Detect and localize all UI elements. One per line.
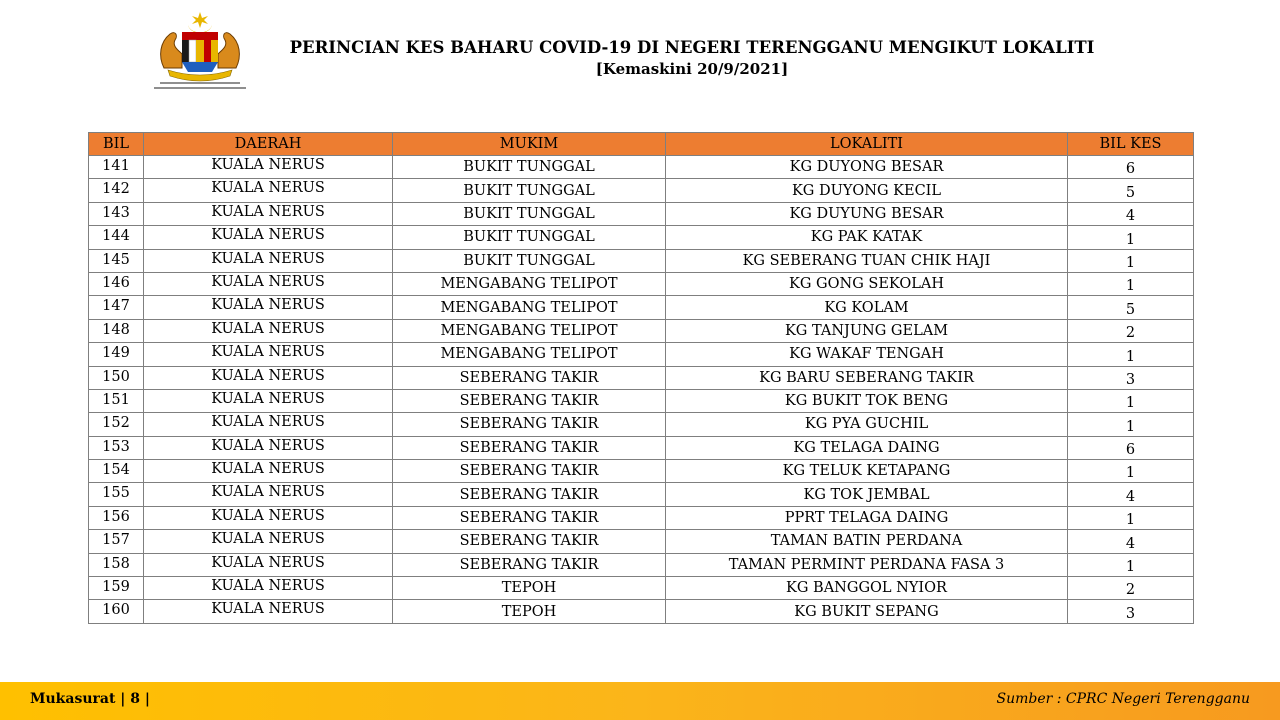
cell-daerah: KUALA NERUS [144,436,393,459]
cell-daerah: KUALA NERUS [144,553,393,576]
cell-mukim: SEBERANG TAKIR [393,366,666,389]
cell-daerah: KUALA NERUS [144,179,393,202]
cell-bil-kes: 1 [1068,343,1194,366]
cell-lokaliti: KG BARU SEBERANG TAKIR [666,366,1068,389]
table-row [89,460,1194,483]
cell-bil: 160 [89,600,144,623]
column-header-mukim: MUKIM [393,133,666,156]
cell-daerah: KUALA NERUS [144,483,393,506]
cell-bil: 153 [89,436,144,459]
title-block [262,38,1122,78]
cell-bil: 147 [89,296,144,319]
cases-table [88,132,1194,624]
cell-bil: 144 [89,226,144,249]
cell-mukim: SEBERANG TAKIR [393,483,666,506]
table-row [89,436,1194,459]
cell-bil: 152 [89,413,144,436]
cell-bil-kes: 6 [1068,156,1194,179]
cell-bil-kes: 5 [1068,296,1194,319]
cell-daerah: KUALA NERUS [144,272,393,295]
cell-bil-kes: 5 [1068,179,1194,202]
cell-lokaliti: KG TELUK KETAPANG [666,460,1068,483]
cell-daerah: KUALA NERUS [144,577,393,600]
cell-lokaliti: KG KOLAM [666,296,1068,319]
cell-lokaliti: KG BUKIT SEPANG [666,600,1068,623]
table-row [89,600,1194,623]
cell-daerah: KUALA NERUS [144,202,393,225]
table-row [89,483,1194,506]
table-row [89,366,1194,389]
cell-daerah: KUALA NERUS [144,530,393,553]
cell-daerah: KUALA NERUS [144,389,393,412]
cell-bil-kes: 1 [1068,553,1194,576]
table-row [89,553,1194,576]
table-row [89,202,1194,225]
cell-daerah: KUALA NERUS [144,249,393,272]
cell-mukim: SEBERANG TAKIR [393,553,666,576]
cell-mukim: SEBERANG TAKIR [393,413,666,436]
column-header-bil: BIL [89,133,144,156]
table-row [89,179,1194,202]
table-row [89,249,1194,272]
cell-daerah: KUALA NERUS [144,600,393,623]
cell-bil-kes: 2 [1068,319,1194,342]
cell-bil: 151 [89,389,144,412]
cell-bil: 142 [89,179,144,202]
table-row [89,272,1194,295]
cell-bil-kes: 1 [1068,460,1194,483]
footer-bar [0,682,1280,720]
cell-bil-kes: 6 [1068,436,1194,459]
cell-mukim: BUKIT TUNGGAL [393,249,666,272]
malaysia-coat-of-arms-icon [150,10,250,92]
cell-mukim: TEPOH [393,577,666,600]
cell-mukim: BUKIT TUNGGAL [393,202,666,225]
cell-mukim: MENGABANG TELIPOT [393,272,666,295]
cell-lokaliti: KG TANJUNG GELAM [666,319,1068,342]
cell-mukim: BUKIT TUNGGAL [393,226,666,249]
cell-lokaliti: KG PYA GUCHIL [666,413,1068,436]
cell-bil-kes: 1 [1068,389,1194,412]
table-row [89,577,1194,600]
cell-bil: 159 [89,577,144,600]
table-row [89,389,1194,412]
cell-bil-kes: 1 [1068,226,1194,249]
cell-lokaliti: KG DUYONG KECIL [666,179,1068,202]
cell-lokaliti: KG DUYONG BESAR [666,156,1068,179]
cell-lokaliti: KG BANGGOL NYIOR [666,577,1068,600]
cell-lokaliti: TAMAN BATIN PERDANA [666,530,1068,553]
cell-bil-kes: 1 [1068,249,1194,272]
cell-mukim: TEPOH [393,600,666,623]
page-title: PERINCIAN KES BAHARU COVID-19 DI NEGERI TERENGGANU MENGIKUT LOKALITI [289,38,1095,57]
cell-daerah: KUALA NERUS [144,319,393,342]
cell-bil: 155 [89,483,144,506]
table-row [89,296,1194,319]
cell-bil: 143 [89,202,144,225]
cell-bil: 141 [89,156,144,179]
cell-mukim: SEBERANG TAKIR [393,436,666,459]
page-number: Mukasurat | 8 | [30,691,150,707]
cell-bil: 157 [89,530,144,553]
cell-daerah: KUALA NERUS [144,413,393,436]
update-date: [Kemaskini 20/9/2021] [595,60,789,78]
cell-lokaliti: KG GONG SEKOLAH [666,272,1068,295]
cell-bil: 154 [89,460,144,483]
cell-mukim: SEBERANG TAKIR [393,389,666,412]
table-row [89,413,1194,436]
table-row [89,319,1194,342]
cell-bil: 146 [89,272,144,295]
table-row [89,343,1194,366]
table-row [89,226,1194,249]
cell-lokaliti: PPRT TELAGA DAING [666,506,1068,529]
cell-mukim: MENGABANG TELIPOT [393,296,666,319]
cell-lokaliti: KG WAKAF TENGAH [666,343,1068,366]
cell-mukim: SEBERANG TAKIR [393,530,666,553]
cell-bil: 156 [89,506,144,529]
cell-mukim: SEBERANG TAKIR [393,460,666,483]
cell-bil: 150 [89,366,144,389]
cell-lokaliti: KG TELAGA DAING [666,436,1068,459]
cell-daerah: KUALA NERUS [144,366,393,389]
cell-bil-kes: 3 [1068,366,1194,389]
cell-mukim: SEBERANG TAKIR [393,506,666,529]
cell-lokaliti: TAMAN PERMINT PERDANA FASA 3 [666,553,1068,576]
cell-daerah: KUALA NERUS [144,156,393,179]
cell-lokaliti: KG DUYUNG BESAR [666,202,1068,225]
cell-mukim: BUKIT TUNGGAL [393,179,666,202]
cell-bil: 148 [89,319,144,342]
cell-bil: 145 [89,249,144,272]
cell-bil-kes: 1 [1068,413,1194,436]
column-header-lokaliti: LOKALITI [666,133,1068,156]
cell-bil: 149 [89,343,144,366]
cell-daerah: KUALA NERUS [144,226,393,249]
cell-bil-kes: 4 [1068,530,1194,553]
column-header-bil-kes: BIL KES [1068,133,1194,156]
cell-bil-kes: 4 [1068,483,1194,506]
table-row [89,530,1194,553]
cell-lokaliti: KG TOK JEMBAL [666,483,1068,506]
cell-daerah: KUALA NERUS [144,343,393,366]
cell-mukim: BUKIT TUNGGAL [393,156,666,179]
cell-bil-kes: 4 [1068,202,1194,225]
cell-bil-kes: 1 [1068,272,1194,295]
cell-lokaliti: KG BUKIT TOK BENG [666,389,1068,412]
cell-bil: 158 [89,553,144,576]
source-note: Sumber : CPRC Negeri Terengganu [996,691,1250,707]
table-row [89,506,1194,529]
table-row [89,156,1194,179]
cell-bil-kes: 1 [1068,506,1194,529]
cell-daerah: KUALA NERUS [144,296,393,319]
table-header-row [89,133,1194,156]
cell-daerah: KUALA NERUS [144,506,393,529]
cell-mukim: MENGABANG TELIPOT [393,319,666,342]
cell-bil-kes: 3 [1068,600,1194,623]
column-header-daerah: DAERAH [144,133,393,156]
cell-daerah: KUALA NERUS [144,460,393,483]
cell-lokaliti: KG PAK KATAK [666,226,1068,249]
cell-lokaliti: KG SEBERANG TUAN CHIK HAJI [666,249,1068,272]
cell-mukim: MENGABANG TELIPOT [393,343,666,366]
cell-bil-kes: 2 [1068,577,1194,600]
